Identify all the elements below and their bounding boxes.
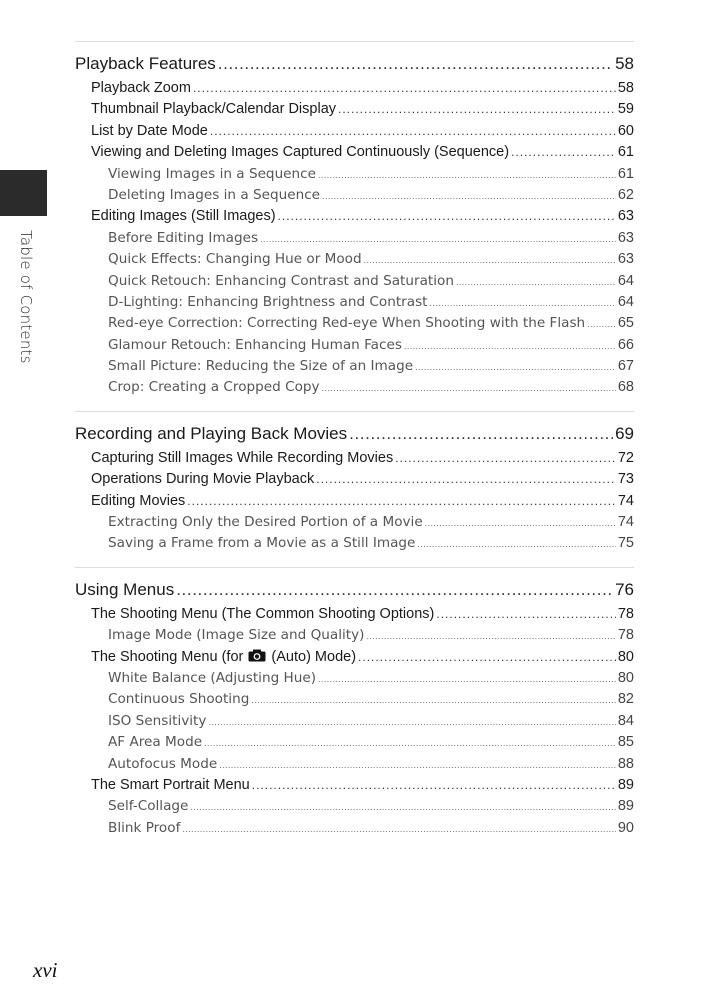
toc-subsection-entry[interactable] <box>75 228 634 249</box>
camera-icon <box>248 649 266 662</box>
entry-page: 89 <box>617 776 634 793</box>
dot-leader <box>193 78 616 99</box>
chapter-title: Recording and Playing Back Movies <box>75 423 348 443</box>
entry-page: 74 <box>617 514 634 531</box>
entry-title-text: Thumbnail Playback/Calendar Display <box>91 101 337 118</box>
dot-leader <box>208 712 615 732</box>
dot-leader <box>219 755 616 775</box>
entry-title-text: The Shooting Menu (The Common Shooting Options) <box>91 605 435 622</box>
dot-leader <box>218 50 613 78</box>
entry-title <box>91 448 393 469</box>
entry-title <box>108 377 320 398</box>
entry-title <box>108 335 402 356</box>
toc-subsection-entry[interactable] <box>75 796 634 817</box>
toc-section-entry[interactable] <box>75 121 634 142</box>
toc-subsection-entry[interactable] <box>75 185 634 206</box>
entry-title <box>108 796 188 817</box>
entry-title <box>108 313 585 334</box>
entry-title-text: D-Lighting: Enhancing Brightness and Contrast <box>108 293 428 310</box>
dot-leader <box>210 121 616 142</box>
entry-title-text: Self-Collage <box>108 798 189 815</box>
toc-subsection-entry[interactable] <box>75 732 634 753</box>
entry-title-text: Saving a Frame from a Movie as a Still Image <box>108 535 416 552</box>
dot-leader <box>176 576 613 604</box>
entry-title <box>108 533 415 554</box>
dot-leader <box>190 797 615 817</box>
entry-title <box>91 491 185 512</box>
entry-title-text: Small Picture: Reducing the Size of an Image <box>108 358 414 375</box>
entry-page: 72 <box>617 449 634 466</box>
entry-page: 66 <box>617 336 634 353</box>
toc-subsection-entry[interactable] <box>75 313 634 334</box>
chapter-page: 69 <box>615 423 634 443</box>
entry-page: 73 <box>617 471 634 488</box>
toc-section-entry[interactable] <box>75 99 634 120</box>
toc-subsection-entry[interactable] <box>75 689 634 710</box>
entry-title-text: Extracting Only the Desired Portion of a Movie <box>108 514 423 531</box>
entry-title <box>108 228 258 249</box>
entry-page: 78 <box>617 605 634 622</box>
entry-title <box>91 99 336 120</box>
entry-title-text: Blink Proof <box>108 819 181 836</box>
entry-page: 80 <box>617 669 634 686</box>
toc-section-entry[interactable] <box>75 604 634 625</box>
dot-leader <box>338 99 616 120</box>
entry-page: 78 <box>617 627 634 644</box>
toc-section-entry[interactable] <box>75 78 634 99</box>
entry-page: 85 <box>617 734 634 751</box>
entry-page: 58 <box>617 80 634 96</box>
entry-page: 60 <box>617 122 634 139</box>
toc-section-entry[interactable] <box>75 206 634 227</box>
dot-leader <box>322 186 616 206</box>
entry-title-text: Continuous Shooting <box>108 691 250 708</box>
toc-subsection-entry[interactable] <box>75 164 634 185</box>
entry-title-text: Glamour Retouch: Enhancing Human Faces <box>108 336 402 353</box>
entry-title <box>91 469 314 490</box>
entry-title-text: Crop: Creating a Cropped Copy <box>108 379 320 396</box>
entry-title <box>91 142 509 163</box>
dot-leader <box>260 229 616 249</box>
dot-leader <box>404 336 616 356</box>
side-tab-marker <box>0 170 47 216</box>
toc-section-entry[interactable] <box>75 142 634 163</box>
dot-leader <box>204 733 616 753</box>
entry-page: 63 <box>617 251 634 268</box>
dot-leader <box>415 357 616 377</box>
dot-leader <box>587 314 616 334</box>
toc-section-entry[interactable] <box>75 491 634 512</box>
entry-title-text: Quick Effects: Changing Hue or Mood <box>108 251 362 268</box>
entry-page: 64 <box>617 293 634 310</box>
dot-leader <box>366 626 615 646</box>
entry-title <box>91 647 356 668</box>
chapter-title: Playback Features <box>75 54 216 73</box>
entry-title-text: The Smart Portrait Menu <box>91 776 250 793</box>
chapter-page: 76 <box>615 579 634 599</box>
entry-page: 64 <box>617 272 634 289</box>
entry-title <box>108 164 316 185</box>
toc-section <box>75 41 634 399</box>
entry-title-text: Quick Retouch: Enhancing Contrast and Saturation <box>108 272 454 289</box>
entry-title-text: Capturing Still Images While Recording Movies <box>91 449 394 466</box>
entry-title <box>108 818 180 839</box>
dot-leader <box>251 690 616 710</box>
side-tab-label: Table of Contents <box>17 230 35 364</box>
entry-page: 68 <box>617 379 634 396</box>
entry-title <box>108 711 206 732</box>
entry-page: 63 <box>617 208 634 225</box>
dot-leader <box>417 534 615 554</box>
dot-leader <box>318 165 616 185</box>
dot-leader <box>436 604 616 625</box>
entry-title-text: Operations During Movie Playback <box>91 471 315 488</box>
dot-leader <box>349 420 613 448</box>
toc-section <box>75 567 634 839</box>
dot-leader <box>187 491 616 512</box>
toc-subsection-entry[interactable] <box>75 533 634 554</box>
entry-page: 89 <box>617 798 634 815</box>
entry-page: 75 <box>617 535 634 552</box>
entry-page: 80 <box>617 648 634 665</box>
toc-subsection-entry[interactable] <box>75 668 634 689</box>
toc-chapter-entry[interactable] <box>75 50 634 78</box>
toc-subsection-entry[interactable] <box>75 625 634 646</box>
toc-section-entry[interactable] <box>75 647 634 668</box>
toc-subsection-entry[interactable] <box>75 356 634 377</box>
entry-title-text: Before Editing Images <box>108 229 259 246</box>
dot-leader <box>322 378 616 398</box>
entry-title-text: Deleting Images in a Sequence <box>108 186 321 203</box>
entry-page: 61 <box>617 165 634 182</box>
entry-page: 65 <box>617 315 634 332</box>
toc-subsection-entry[interactable] <box>75 335 634 356</box>
toc-subsection-entry[interactable] <box>75 271 634 292</box>
entry-title-text: List by Date Mode <box>91 122 208 139</box>
dot-leader <box>358 647 616 668</box>
entry-title <box>91 78 191 99</box>
entry-title-suffix: (Auto) Mode) <box>271 648 357 665</box>
entry-title-text: Image Mode (Image Size and Quality) <box>108 627 365 644</box>
entry-page: 61 <box>617 144 634 161</box>
toc-section <box>75 411 634 555</box>
entry-page: 88 <box>617 755 634 772</box>
toc-section-entry[interactable] <box>75 469 634 490</box>
entry-page: 84 <box>617 712 634 729</box>
toc-subsection-entry[interactable] <box>75 292 634 313</box>
toc-subsection-entry[interactable] <box>75 818 634 839</box>
chapter-title: Using Menus <box>75 579 175 599</box>
entry-title <box>108 292 428 313</box>
entry-page: 59 <box>617 101 634 118</box>
entry-title <box>108 732 202 753</box>
toc-chapter-entry[interactable] <box>75 420 634 448</box>
entry-page: 74 <box>617 492 634 509</box>
dot-leader <box>364 250 616 270</box>
entry-page: 90 <box>617 819 634 836</box>
dot-leader <box>395 448 616 469</box>
toc-section-entry[interactable] <box>75 448 634 469</box>
dot-leader <box>456 272 616 292</box>
page-number: xvi <box>33 958 58 982</box>
entry-title <box>108 249 362 270</box>
toc-subsection-entry[interactable] <box>75 249 634 270</box>
dot-leader <box>511 142 616 163</box>
dot-leader <box>425 513 616 533</box>
toc-subsection-entry[interactable] <box>75 711 634 732</box>
entry-title <box>108 512 423 533</box>
entry-title <box>108 668 316 689</box>
entry-page: 63 <box>617 229 634 246</box>
entry-title <box>108 185 320 206</box>
entry-title-text: Playback Zoom <box>91 80 191 96</box>
entry-title-text: Autofocus Mode <box>108 755 218 772</box>
dot-leader <box>430 293 616 313</box>
toc-subsection-entry[interactable] <box>75 512 634 533</box>
chapter-page: 58 <box>615 54 634 73</box>
entry-title-text: White Balance (Adjusting Hue) <box>108 669 317 686</box>
table-of-contents <box>75 41 634 851</box>
dot-leader <box>252 775 616 796</box>
entry-title <box>108 689 249 710</box>
entry-page: 82 <box>617 691 634 708</box>
entry-page: 67 <box>617 358 634 375</box>
entry-title-text: The Shooting Menu (for <box>91 648 244 665</box>
dot-leader <box>278 206 616 227</box>
entry-title <box>91 206 276 227</box>
entry-title <box>91 121 208 142</box>
entry-title <box>91 775 250 796</box>
toc-chapter-entry[interactable] <box>75 576 634 604</box>
entry-title-text: Editing Movies <box>91 492 186 509</box>
dot-leader <box>316 469 616 490</box>
entry-title-text: Editing Images (Still Images) <box>91 208 276 225</box>
entry-title <box>108 356 413 377</box>
dot-leader <box>318 669 616 689</box>
toc-section-entry[interactable] <box>75 775 634 796</box>
entry-title <box>108 754 217 775</box>
toc-subsection-entry[interactable] <box>75 377 634 398</box>
entry-title <box>91 604 434 625</box>
entry-title <box>108 625 364 646</box>
entry-title-text: Viewing Images in a Sequence <box>108 165 316 182</box>
entry-title-text: Viewing and Deleting Images Captured Continuously (Sequence) <box>91 144 510 161</box>
entry-title-text: AF Area Mode <box>108 734 203 751</box>
entry-page: 62 <box>617 186 634 203</box>
entry-title-text: Red-eye Correction: Correcting Red-eye When Shooting with the Flash <box>108 315 586 332</box>
toc-subsection-entry[interactable] <box>75 754 634 775</box>
entry-title <box>108 271 454 292</box>
entry-title-text: ISO Sensitivity <box>108 712 207 729</box>
dot-leader <box>182 819 616 839</box>
